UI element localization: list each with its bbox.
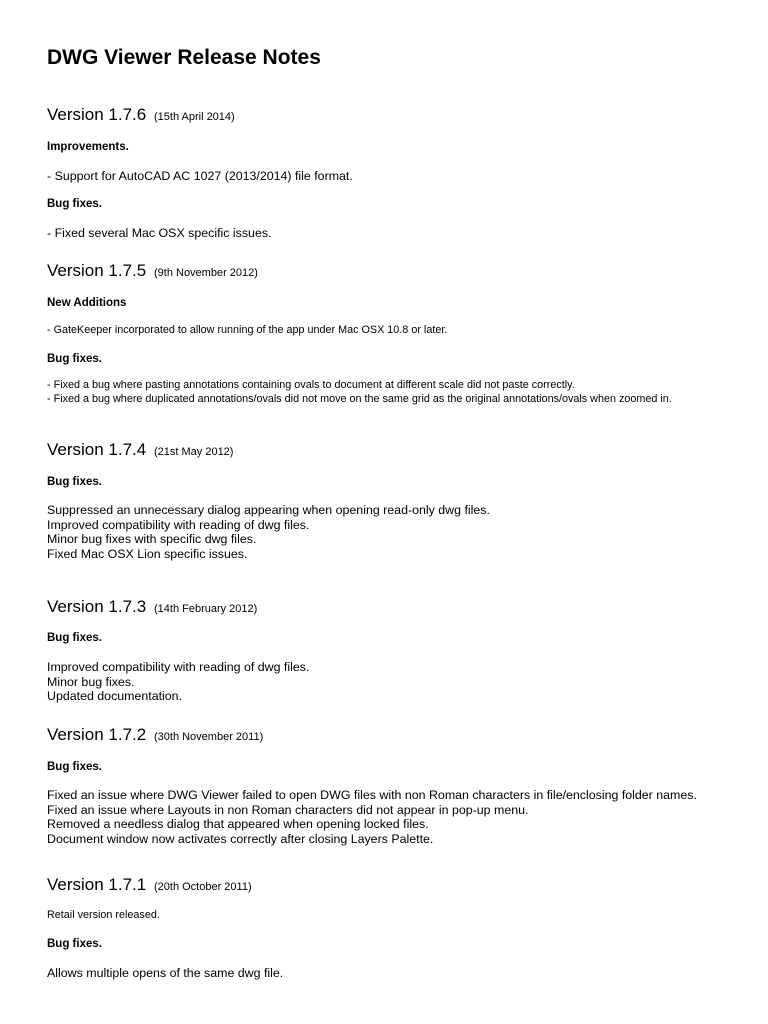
version-date: (14th February 2012) [153,603,258,615]
version-date: (30th November 2011) [153,731,264,743]
version-date: (15th April 2014) [153,111,235,123]
version-date: (20th October 2011) [153,881,252,893]
list-item: Document window now activates correctly after closing Layers Palette. [47,831,434,846]
bug-fixes-list [47,966,737,981]
version-heading-1-7-6 [47,104,235,128]
version-number: Version 1.7.4 [47,440,147,459]
version-date: (21st May 2012) [153,446,234,458]
list-item: Allows multiple opens of the same dwg file. [47,966,284,980]
version-number: Version 1.7.3 [47,597,147,616]
list-item: Improved compatibility with reading of dwg files. [47,517,310,532]
section-heading-new-additions: New Additions [47,297,127,309]
bug-fixes-list [47,660,737,704]
new-additions-list [47,324,737,338]
list-item: Minor bug fixes. [47,674,135,689]
list-item: Improved compatibility with reading of dwg files. [47,660,310,674]
version-date: (9th November 2012) [153,267,258,279]
list-item: - GateKeeper incorporated to allow running of the app under Mac OSX 10.8 or later. [47,324,448,336]
list-item: Suppressed an unnecessary dialog appearing when opening read-only dwg files. [47,503,490,517]
section-heading-bug-fixes: Bug fixes. [47,938,102,950]
list-item: - Support for AutoCAD AC 1027 (2013/2014) file format. [47,169,353,183]
version-heading-1-7-3 [47,596,257,620]
list-item: - Fixed a bug where duplicated annotations/ovals did not move on the same grid as the original annotations/ovals when zoomed in. [47,392,672,405]
section-heading-bug-fixes: Bug fixes. [47,632,102,644]
section-heading-bug-fixes: Bug fixes. [47,761,102,773]
version-heading-1-7-4 [47,439,233,463]
list-item: Fixed an issue where Layouts in non Roman characters did not appear in pop-up menu. [47,802,529,817]
bug-fixes-list [47,503,737,561]
version-number: Version 1.7.5 [47,261,147,280]
release-intro-text: Retail version released. [47,909,160,921]
list-item: - Fixed a bug where pasting annotations containing ovals to document at different scale did not paste correctly. [47,379,575,391]
bug-fixes-list [47,226,737,241]
section-heading-bug-fixes: Bug fixes. [47,198,102,210]
version-number: Version 1.7.2 [47,725,147,744]
version-heading-1-7-2 [47,724,263,748]
list-item: Fixed an issue where DWG Viewer failed to open DWG files with non Roman characters in file/enclosing folder names. [47,788,697,802]
bug-fixes-list [47,379,737,406]
list-item: Fixed Mac OSX Lion specific issues. [47,546,248,561]
improvements-list [47,169,737,184]
section-heading-improvements: Improvements. [47,141,129,153]
page-title: DWG Viewer Release Notes [47,46,321,69]
version-number: Version 1.7.1 [47,875,147,894]
list-item: - Fixed several Mac OSX specific issues. [47,226,272,240]
section-heading-bug-fixes: Bug fixes. [47,476,102,488]
version-heading-1-7-5 [47,260,258,284]
list-item: Removed a needless dialog that appeared when opening locked files. [47,817,429,831]
list-item: Minor bug fixes with specific dwg files. [47,532,257,546]
bug-fixes-list [47,788,697,846]
version-heading-1-7-1 [47,874,252,898]
section-heading-bug-fixes: Bug fixes. [47,353,102,365]
list-item: Updated documentation. [47,689,183,703]
version-number: Version 1.7.6 [47,105,147,124]
